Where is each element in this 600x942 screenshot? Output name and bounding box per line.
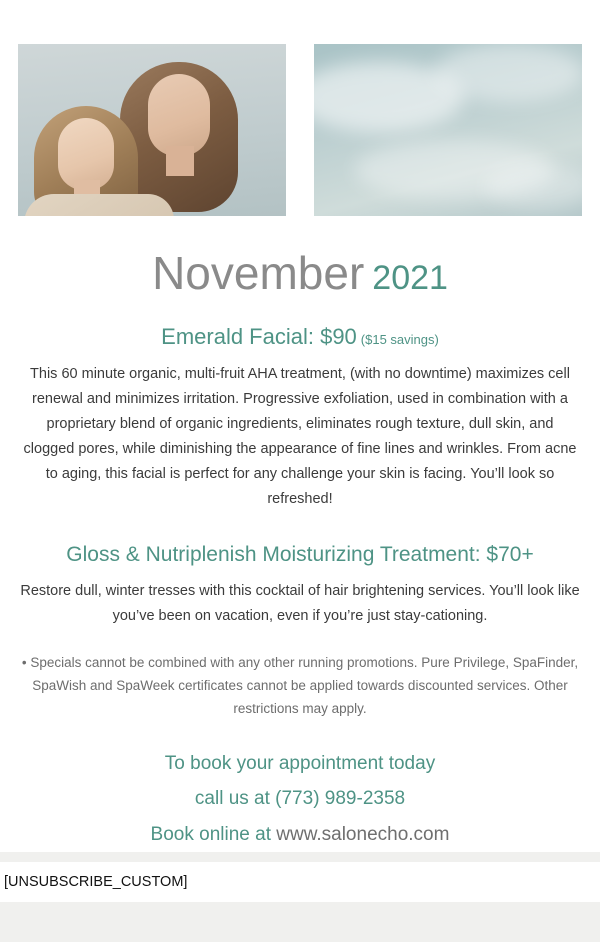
cloud-shape	[484, 164, 582, 208]
cta-website-prefix: Book online at	[150, 823, 277, 845]
woman-front-wrap	[24, 194, 174, 216]
offer-2-title-suffix: +	[521, 542, 534, 566]
hero-image-row	[0, 0, 600, 216]
unsubscribe-bar	[0, 862, 600, 902]
page-bottom-margin	[0, 902, 600, 942]
issue-year: 2021	[372, 259, 448, 297]
issue-heading	[18, 247, 582, 299]
cloud-shape	[434, 44, 582, 102]
offer-2-title-text: Gloss & Nutriplenish Moisturizing Treatment: $70	[66, 542, 522, 566]
offer-1-savings: ($15 savings)	[360, 332, 439, 347]
cta-line-website[interactable]	[18, 817, 582, 852]
unsubscribe-link[interactable]: [UNSUBSCRIBE_CUSTOM]	[4, 874, 188, 890]
cta-line-booking: To book your appointment today	[164, 753, 436, 775]
hero-image-sky	[314, 44, 582, 216]
cta-block	[18, 746, 582, 851]
issue-month: November	[152, 247, 365, 299]
offer-1-title	[18, 324, 582, 350]
hero-image-women	[18, 44, 286, 216]
cta-line-phone[interactable]: call us at (773) 989-2358	[194, 788, 406, 810]
offer-disclaimer: • Specials cannot be combined with any other running promotions. Pure Privilege, SpaFinder, SpaWish and SpaWeek certificates cannot be applied towards discounted services. Other restrictions may apply.	[21, 654, 579, 717]
cta-website-url[interactable]: www.salonecho.com	[276, 823, 450, 845]
woman-front-figure	[30, 106, 160, 216]
offer-1-description: This 60 minute organic, multi-fruit AHA treatment, (with no downtime) maximizes cell renewal and minimizes irritation. Progressive exfoliation, used in combination with a proprietary blend of organic ingredients, eliminates rough texture, dull skin, and clogged pores, while diminishing the appearance of fine lines and wrinkles. From acne to aging, this facial is perfect for any challenge your skin is facing. You’ll look so refreshed!	[23, 366, 577, 507]
offer-1-title-text: Emerald Facial: $90	[161, 324, 357, 349]
offer-2-description: Restore dull, winter tresses with this cocktail of hair brightening services. You’ll look like you’ve been on vacation, even if you’re just stay-cationing.	[20, 582, 580, 624]
offer-2-title	[18, 542, 582, 567]
email-content	[0, 247, 600, 852]
